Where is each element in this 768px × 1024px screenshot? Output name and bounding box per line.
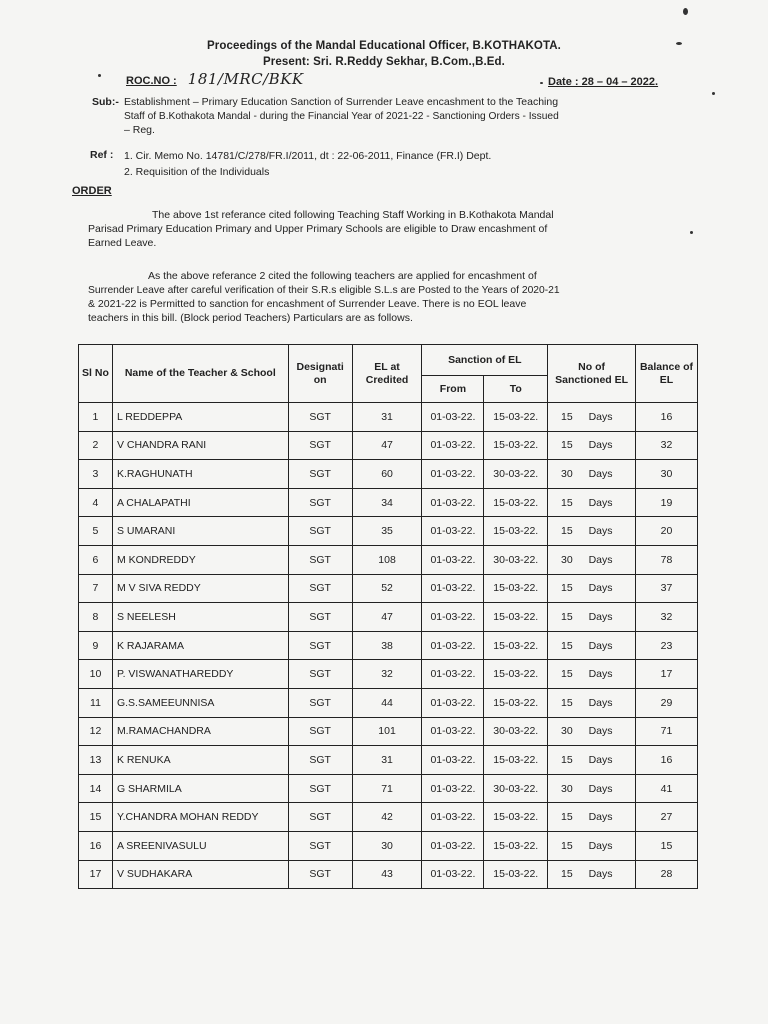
cell-designation: SGT — [288, 431, 352, 460]
cell-from-date: 01-03-22. — [422, 803, 484, 832]
cell-balance-el: 32 — [636, 603, 698, 632]
cell-el-credited: 38 — [352, 631, 422, 660]
cell-balance-el: 23 — [636, 631, 698, 660]
cell-sanctioned-days: 15 — [548, 431, 586, 460]
cell-sanctioned-days: 15 — [548, 803, 586, 832]
cell-days-unit: Days — [586, 631, 636, 660]
cell-days-unit: Days — [586, 803, 636, 832]
cell-from-date: 01-03-22. — [422, 431, 484, 460]
cell-sl-no: 16 — [79, 831, 113, 860]
cell-el-credited: 30 — [352, 831, 422, 860]
cell-sl-no: 12 — [79, 717, 113, 746]
cell-teacher-name: A CHALAPATHI — [112, 488, 288, 517]
cell-el-credited: 44 — [352, 688, 422, 717]
cell-from-date: 01-03-22. — [422, 403, 484, 432]
cell-el-credited: 31 — [352, 746, 422, 775]
cell-balance-el: 32 — [636, 431, 698, 460]
cell-sl-no: 14 — [79, 774, 113, 803]
scan-speck — [690, 231, 693, 234]
cell-sanctioned-days: 15 — [548, 688, 586, 717]
roc-label: ROC.NO : — [126, 75, 177, 87]
cell-teacher-name: S NEELESH — [112, 603, 288, 632]
cell-designation: SGT — [288, 774, 352, 803]
table-row — [79, 431, 698, 460]
el-sanction-table — [78, 344, 698, 889]
cell-sanctioned-days: 15 — [548, 631, 586, 660]
cell-designation: SGT — [288, 803, 352, 832]
scan-speck — [683, 8, 688, 15]
cell-sl-no: 13 — [79, 746, 113, 775]
cell-from-date: 01-03-22. — [422, 603, 484, 632]
cell-balance-el: 20 — [636, 517, 698, 546]
table-row — [79, 660, 698, 689]
scan-speck — [98, 74, 101, 77]
cell-el-credited: 43 — [352, 860, 422, 889]
table-row — [79, 574, 698, 603]
cell-balance-el: 37 — [636, 574, 698, 603]
cell-from-date: 01-03-22. — [422, 717, 484, 746]
cell-from-date: 01-03-22. — [422, 631, 484, 660]
table-row — [79, 631, 698, 660]
cell-from-date: 01-03-22. — [422, 831, 484, 860]
cell-from-date: 01-03-22. — [422, 688, 484, 717]
cell-el-credited: 35 — [352, 517, 422, 546]
cell-el-credited: 60 — [352, 460, 422, 489]
cell-el-credited: 71 — [352, 774, 422, 803]
cell-from-date: 01-03-22. — [422, 574, 484, 603]
cell-days-unit: Days — [586, 688, 636, 717]
cell-sl-no: 1 — [79, 403, 113, 432]
reference-item: 1. Cir. Memo No. 14781/C/278/FR.I/2011, dt : 22-06-2011, Finance (FR.I) Dept. — [124, 150, 492, 162]
cell-designation: SGT — [288, 460, 352, 489]
cell-designation: SGT — [288, 746, 352, 775]
cell-el-credited: 52 — [352, 574, 422, 603]
cell-sl-no: 11 — [79, 688, 113, 717]
cell-designation: SGT — [288, 545, 352, 574]
table-row — [79, 774, 698, 803]
paragraph-line: Surrender Leave after careful verification of their S.R.s eligible S.L.s are Posted to the Years of 2020-21 — [88, 285, 560, 296]
header-el-credited: EL at Credited — [352, 345, 422, 403]
cell-sl-no: 2 — [79, 431, 113, 460]
cell-days-unit: Days — [586, 717, 636, 746]
cell-to-date: 15-03-22. — [484, 488, 548, 517]
cell-teacher-name: K.RAGHUNATH — [112, 460, 288, 489]
cell-balance-el: 41 — [636, 774, 698, 803]
cell-to-date: 15-03-22. — [484, 803, 548, 832]
cell-sanctioned-days: 30 — [548, 460, 586, 489]
cell-days-unit: Days — [586, 746, 636, 775]
cell-sanctioned-days: 15 — [548, 403, 586, 432]
table-row — [79, 803, 698, 832]
cell-el-credited: 34 — [352, 488, 422, 517]
cell-designation: SGT — [288, 403, 352, 432]
cell-days-unit: Days — [586, 431, 636, 460]
paragraph-line: Earned Leave. — [88, 237, 157, 249]
cell-teacher-name: M V SIVA REDDY — [112, 574, 288, 603]
cell-teacher-name: V CHANDRA RANI — [112, 431, 288, 460]
table-row — [79, 746, 698, 775]
cell-sl-no: 5 — [79, 517, 113, 546]
cell-sl-no: 9 — [79, 631, 113, 660]
subject-line: – Reg. — [124, 124, 155, 136]
cell-sanctioned-days: 15 — [548, 603, 586, 632]
cell-days-unit: Days — [586, 774, 636, 803]
cell-teacher-name: K RENUKA — [112, 746, 288, 775]
cell-to-date: 15-03-22. — [484, 631, 548, 660]
cell-designation: SGT — [288, 660, 352, 689]
reference-item: 2. Requisition of the Individuals — [124, 166, 270, 178]
cell-days-unit: Days — [586, 517, 636, 546]
cell-sanctioned-days: 15 — [548, 831, 586, 860]
cell-teacher-name: P. VISWANATHAREDDY — [112, 660, 288, 689]
table-row — [79, 488, 698, 517]
cell-teacher-name: V SUDHAKARA — [112, 860, 288, 889]
cell-teacher-name: K RAJARAMA — [112, 631, 288, 660]
cell-el-credited: 42 — [352, 803, 422, 832]
cell-balance-el: 28 — [636, 860, 698, 889]
cell-sl-no: 17 — [79, 860, 113, 889]
subject-label: Sub:- — [92, 96, 119, 108]
cell-designation: SGT — [288, 860, 352, 889]
cell-sanctioned-days: 30 — [548, 717, 586, 746]
paragraph-line: Parisad Primary Education Primary and Upper Primary Schools are eligible to Draw encashment of — [88, 223, 548, 235]
cell-sl-no: 10 — [79, 660, 113, 689]
cell-to-date: 30-03-22. — [484, 460, 548, 489]
cell-balance-el: 17 — [636, 660, 698, 689]
header-from: From — [422, 376, 484, 403]
cell-sanctioned-days: 15 — [548, 517, 586, 546]
cell-balance-el: 30 — [636, 460, 698, 489]
cell-designation: SGT — [288, 574, 352, 603]
cell-el-credited: 47 — [352, 603, 422, 632]
cell-teacher-name: S UMARANI — [112, 517, 288, 546]
reference-label: Ref : — [90, 149, 114, 161]
cell-designation: SGT — [288, 831, 352, 860]
cell-teacher-name: A SREENIVASULU — [112, 831, 288, 860]
cell-to-date: 15-03-22. — [484, 860, 548, 889]
cell-teacher-name: M KONDREDDY — [112, 545, 288, 574]
document-title: Proceedings of the Mandal Educational Officer, B.KOTHAKOTA. — [207, 40, 561, 52]
table-row — [79, 831, 698, 860]
cell-balance-el: 16 — [636, 403, 698, 432]
cell-sl-no: 4 — [79, 488, 113, 517]
cell-sanctioned-days: 15 — [548, 574, 586, 603]
table-row — [79, 403, 698, 432]
table-header-row — [79, 345, 698, 376]
roc-handwritten-value: 181/MRC/BKK — [187, 70, 304, 88]
present-line: Present: Sri. R.Reddy Sekhar, B.Com.,B.Ed. — [263, 56, 505, 68]
cell-balance-el: 78 — [636, 545, 698, 574]
table-row — [79, 545, 698, 574]
cell-to-date: 15-03-22. — [484, 403, 548, 432]
document-date: Date : 28 – 04 – 2022. — [548, 76, 659, 88]
header-to: To — [484, 376, 548, 403]
cell-from-date: 01-03-22. — [422, 545, 484, 574]
cell-el-credited: 108 — [352, 545, 422, 574]
cell-from-date: 01-03-22. — [422, 517, 484, 546]
cell-days-unit: Days — [586, 488, 636, 517]
paragraph-line: As the above referance 2 cited the following teachers are applied for encashment of — [148, 270, 537, 282]
cell-to-date: 30-03-22. — [484, 774, 548, 803]
cell-to-date: 15-03-22. — [484, 688, 548, 717]
table-row — [79, 517, 698, 546]
cell-from-date: 01-03-22. — [422, 746, 484, 775]
cell-designation: SGT — [288, 603, 352, 632]
cell-to-date: 15-03-22. — [484, 660, 548, 689]
cell-days-unit: Days — [586, 603, 636, 632]
order-heading: ORDER — [72, 185, 112, 197]
cell-to-date: 15-03-22. — [484, 431, 548, 460]
cell-sanctioned-days: 15 — [548, 660, 586, 689]
scan-speck — [540, 82, 543, 84]
subject-line: Staff of B.Kothakota Mandal - during the Financial Year of 2021-22 - Sanctioning Orders - Issued — [124, 111, 559, 122]
header-teacher-name: Name of the Teacher & School — [112, 345, 288, 403]
header-sanction-of-el: Sanction of EL — [422, 345, 548, 376]
table-row — [79, 603, 698, 632]
cell-sl-no: 7 — [79, 574, 113, 603]
cell-to-date: 15-03-22. — [484, 517, 548, 546]
paragraph-line: & 2021-22 is Permitted to sanction for encashment of Surrender Leave. There is no EOL leave — [88, 298, 527, 310]
cell-to-date: 15-03-22. — [484, 603, 548, 632]
cell-designation: SGT — [288, 688, 352, 717]
header-balance-el: Balance of EL — [636, 345, 698, 403]
cell-days-unit: Days — [586, 831, 636, 860]
paragraph-line: teachers in this bill. (Block period Teachers) Particulars are as follows. — [88, 312, 413, 324]
cell-balance-el: 16 — [636, 746, 698, 775]
header-designation: Designati on — [288, 345, 352, 403]
cell-balance-el: 71 — [636, 717, 698, 746]
cell-from-date: 01-03-22. — [422, 860, 484, 889]
cell-to-date: 30-03-22. — [484, 545, 548, 574]
cell-days-unit: Days — [586, 460, 636, 489]
cell-el-credited: 47 — [352, 431, 422, 460]
table-row — [79, 860, 698, 889]
cell-from-date: 01-03-22. — [422, 460, 484, 489]
table-row — [79, 688, 698, 717]
roc-number — [126, 70, 304, 88]
cell-el-credited: 32 — [352, 660, 422, 689]
cell-sanctioned-days: 15 — [548, 488, 586, 517]
cell-sanctioned-days: 30 — [548, 545, 586, 574]
paragraph-line: The above 1st referance cited following Teaching Staff Working in B.Kothakota Mandal — [152, 209, 554, 221]
header-no-sanctioned: No of Sanctioned EL — [548, 345, 636, 403]
cell-from-date: 01-03-22. — [422, 660, 484, 689]
cell-sanctioned-days: 15 — [548, 860, 586, 889]
cell-el-credited: 31 — [352, 403, 422, 432]
cell-sl-no: 6 — [79, 545, 113, 574]
cell-to-date: 15-03-22. — [484, 831, 548, 860]
cell-teacher-name: L REDDEPPA — [112, 403, 288, 432]
cell-to-date: 15-03-22. — [484, 746, 548, 775]
cell-sanctioned-days: 15 — [548, 746, 586, 775]
cell-to-date: 15-03-22. — [484, 574, 548, 603]
scan-speck — [712, 92, 715, 95]
cell-el-credited: 101 — [352, 717, 422, 746]
cell-teacher-name: Y.CHANDRA MOHAN REDDY — [112, 803, 288, 832]
cell-teacher-name: G.S.SAMEEUNNISA — [112, 688, 288, 717]
cell-teacher-name: M.RAMACHANDRA — [112, 717, 288, 746]
cell-to-date: 30-03-22. — [484, 717, 548, 746]
cell-from-date: 01-03-22. — [422, 774, 484, 803]
cell-designation: SGT — [288, 517, 352, 546]
cell-days-unit: Days — [586, 403, 636, 432]
cell-days-unit: Days — [586, 574, 636, 603]
subject-line: Establishment – Primary Education Sanction of Surrender Leave encashment to the Teaching — [124, 96, 559, 108]
cell-days-unit: Days — [586, 660, 636, 689]
header-sl-no: Sl No — [79, 345, 113, 403]
table-row — [79, 717, 698, 746]
cell-balance-el: 15 — [636, 831, 698, 860]
cell-balance-el: 27 — [636, 803, 698, 832]
cell-days-unit: Days — [586, 545, 636, 574]
cell-balance-el: 29 — [636, 688, 698, 717]
cell-balance-el: 19 — [636, 488, 698, 517]
cell-sl-no: 8 — [79, 603, 113, 632]
cell-designation: SGT — [288, 631, 352, 660]
cell-designation: SGT — [288, 717, 352, 746]
cell-days-unit: Days — [586, 860, 636, 889]
cell-teacher-name: G SHARMILA — [112, 774, 288, 803]
cell-designation: SGT — [288, 488, 352, 517]
cell-sl-no: 3 — [79, 460, 113, 489]
cell-from-date: 01-03-22. — [422, 488, 484, 517]
table-row — [79, 460, 698, 489]
cell-sanctioned-days: 30 — [548, 774, 586, 803]
cell-sl-no: 15 — [79, 803, 113, 832]
